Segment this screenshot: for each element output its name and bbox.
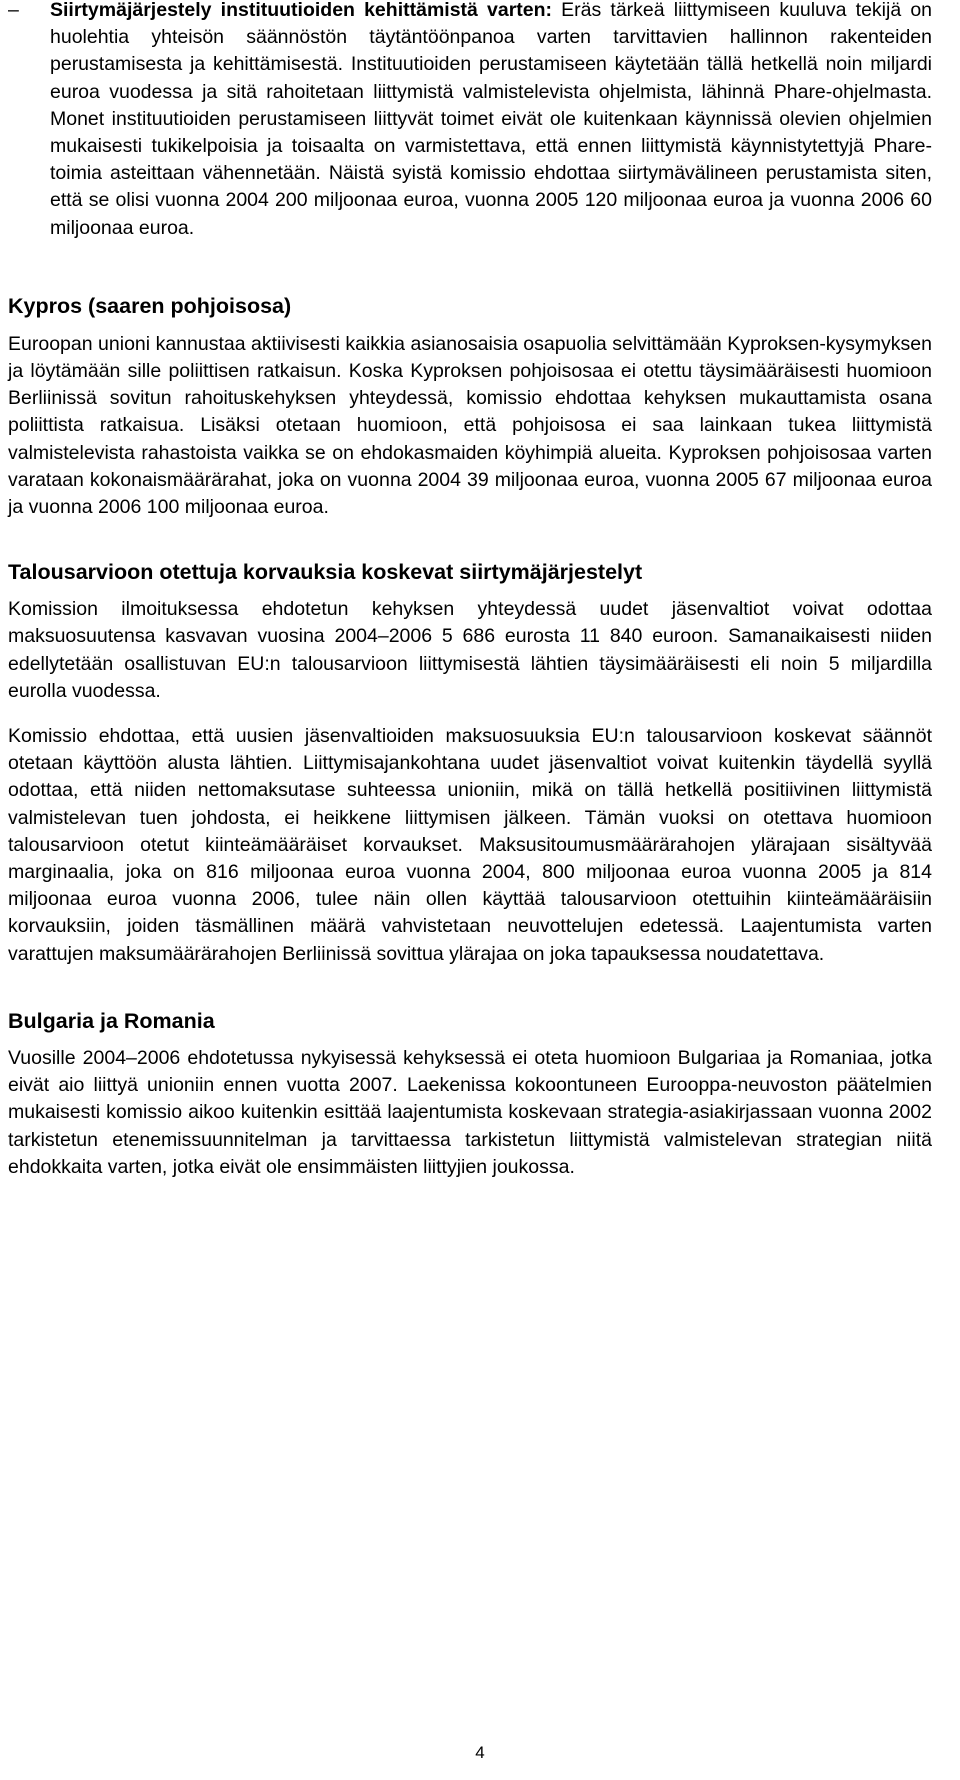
kypros-heading: Kypros (saaren pohjoisosa) xyxy=(8,293,292,318)
talousarvio-heading: Talousarvioon otettuja korvauksia koskevat siirtymäjärjestelyt xyxy=(8,560,643,585)
talousarvio-paragraph-2: Komissio ehdottaa, että uusien jäsenvaltioiden maksuosuuksia EU:n talousarvioon koskevat säännöt otetaan käyttöön alusta lähtien. Liittymisajankohtana uudet jäsenvaltiot voivat kuitenkin täydellä syyllä odottaa, että niiden nettomaksutase suhteessa unioniin, mikä on tällä hetkellä positiivinen liittymistä valmistelevan tuen johdosta, ei heikkene liittymisen jälkeen. Tämän vuoksi on otettava huomioon talousarvioon otetut kiinteämääräiset korvaukset. Maksusitoumusmäärärahojen ylärajaan sisältyvää marginaalia, joka on 816 miljoonaa euroa vuonna 2004, 800 miljoonaa euroa vuonna 2005 ja 814 miljoonaa euroa vuonna 2006, tulee näin ollen käyttää talousarvioon otettuihin kiinteämääräisiin korvauksiin, joiden täsmällinen määrä vahvistetaan neuvottelujen edetessä. Laajentumista varten varattujen maksumäärärahojen Berliinissä sovittua ylärajaa on joka tapauksessa noudatettava. xyxy=(8,725,932,965)
page-content xyxy=(8,0,932,1181)
intro-lead: Siirtymäjärjestely instituutioiden kehittämistä varten: xyxy=(50,0,553,21)
bulgaria-paragraph: Vuosille 2004–2006 ehdotetussa nykyisessä kehyksessä ei oteta huomioon Bulgariaa ja Romaniaa, jotka eivät aio liittyä unioniin ennen vuotta 2007. Laekenissa kokoontuneen Eurooppa-neuvoston päätelmien mukaisesti komissio aikoo kuitenkin esittää laajentumista koskevaan strategia-asiakirjassaan vuonna 2002 tarkistetun etenemissuunnitelman ja tarvittaessa tarkistetun liittymistä valmistelevan strategian niitä ehdokkaita varten, jotka eivät ole ensimmäisten liittyjien joukossa. xyxy=(8,1046,932,1178)
intro-text: Eräs tärkeä liittymiseen kuuluva tekijä on huolehtia yhteisön säännöstön täytäntöönpanoa varten tarvittavien hallinnon rakenteiden perustamisesta ja kehittämisestä. Instituutioiden perustamiseen käytetään tällä hetkellä noin miljardi euroa vuodessa ja sitä rahoitetaan liittymistä valmistelevista ohjelmista, lähinnä Phare-ohjelmasta. Monet instituutioiden perustamiseen liittyvät toimet eivät ole kuitenkaan käynnissä olevien ohjelmien mukaisesti tukikelpoisia ja toisaalta on varmistettava, että ennen liittymistä käynnistytettyjä Phare-toimia asteittaan vähennetään. Näistä syistä komissio ehdottaa siirtymävälineen perustamista siten, että se olisi vuonna 2004 200 miljoonaa euroa, vuonna 2005 120 miljoonaa euroa ja vuonna 2006 60 miljoonaa euroa. xyxy=(50,0,933,239)
bulgaria-heading: Bulgaria ja Romania xyxy=(8,1008,215,1033)
page-number: 4 xyxy=(475,1743,485,1762)
talousarvio-paragraph-1: Komission ilmoituksessa ehdotetun kehyksen yhteydessä uudet jäsenvaltiot voivat odottaa maksuosuutensa kasvavan vuosina 2004–2006 5 686 eurosta 11 840 euroon. Samanaikaisesti niiden edellytetään osallistuvan EU:n talousarvioon liittymisestä lähtien täysimääräisesti eli noin 5 miljardilla eurolla vuodessa. xyxy=(8,598,932,702)
intro-paragraph xyxy=(50,0,932,242)
intro-list-item xyxy=(8,0,932,242)
kypros-paragraph: Euroopan unioni kannustaa aktiivisesti kaikkia asianosaisia osapuolia selvittämään Kyproksen-kysymyksen ja löytämään sille poliittisen ratkaisun. Koska Kyproksen pohjoisosaa ei otettu täysimääräisesti huomioon Berliinissä sovitun rahoituskehyksen yhteydessä, komissio ehdottaa kehyksen mukauttamista osana poliittista ratkaisua. Lisäksi otetaan huomioon, että pohjoisosa ei saa lainkaan tukea liittymistä valmistelevista rahastoista vaikka se on ehdokasmaiden köyhimpiä alueita. Kyproksen pohjoisosaa varten varataan kokonaismäärärahat, joka on vuonna 2004 39 miljoonaa euroa, vuonna 2005 67 miljoonaa euroa ja vuonna 2006 100 miljoonaa euroa. xyxy=(8,332,932,519)
list-dash: – xyxy=(8,0,19,21)
